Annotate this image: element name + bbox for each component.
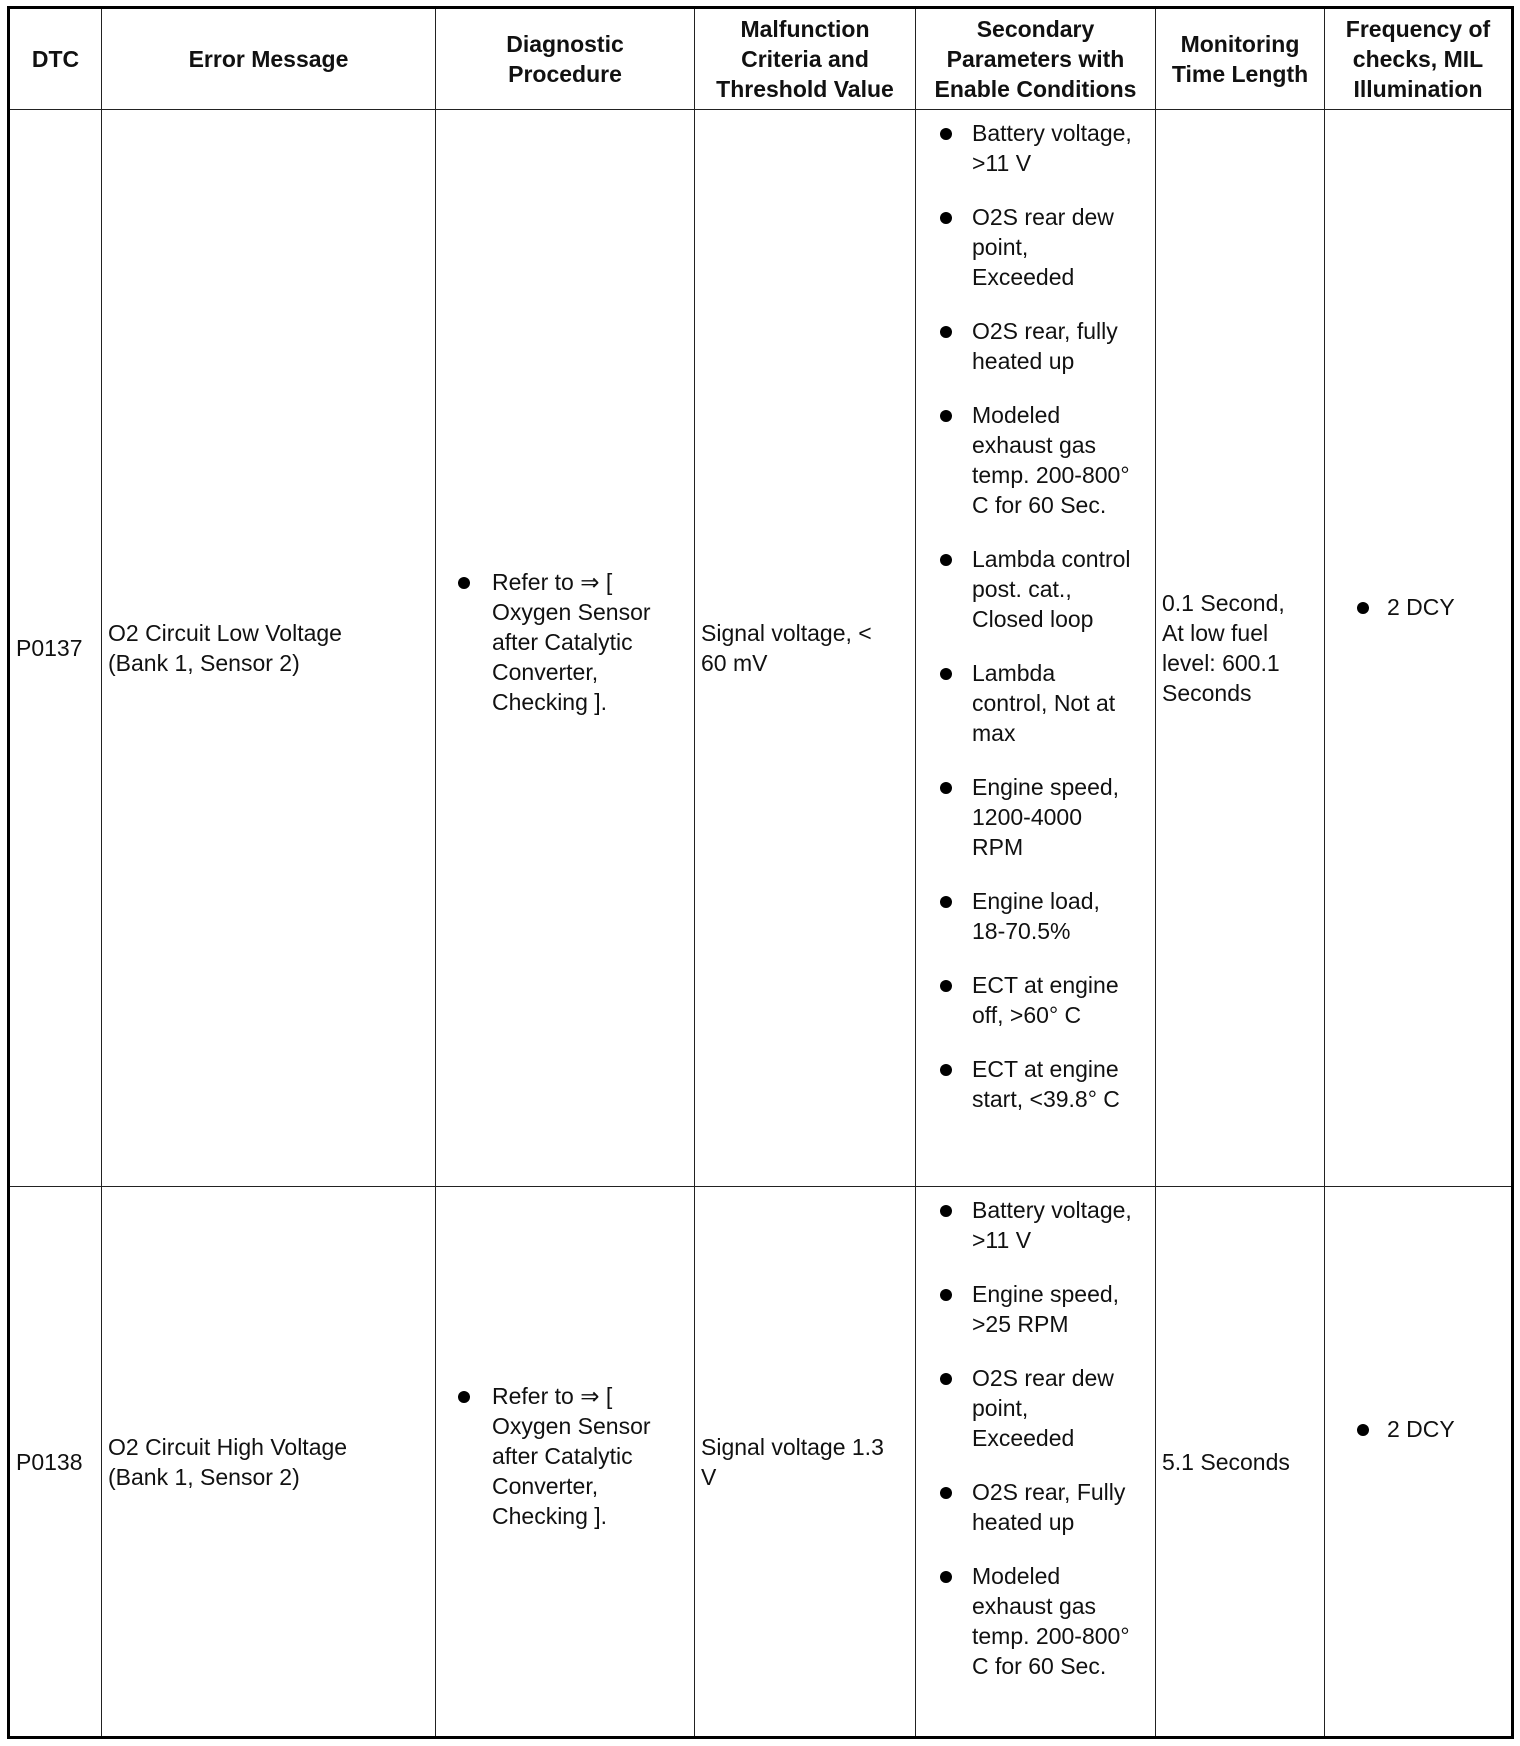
secondary-parameters-cell [916,1187,1156,1738]
dtc-table [7,6,1514,1739]
diagnostic-procedure-list [442,567,688,717]
error-message-cell: O2 Circuit Low Voltage (Bank 1, Sensor 2) [102,110,436,1187]
header-malfunction-criteria: Malfunction Criteria and Threshold Value [695,8,916,110]
secondary-parameter-item: O2S rear, Fully heated up [916,1477,1155,1537]
dtc-code-cell: P0138 [9,1187,102,1738]
error-message-cell: O2 Circuit High Voltage (Bank 1, Sensor 2) [102,1187,436,1738]
secondary-parameter-item: Engine load, 18-70.5% [916,886,1155,946]
malfunction-criteria-cell: Signal voltage 1.3 V [695,1187,916,1738]
secondary-parameter-item: Lambda control post. cat., Closed loop [916,544,1155,634]
secondary-parameter-item: Engine speed, 1200-4000 RPM [916,772,1155,862]
secondary-parameters-list [916,1195,1155,1681]
secondary-parameter-item: O2S rear, fully heated up [916,316,1155,376]
secondary-parameter-item: ECT at engine start, <39.8° C [916,1054,1155,1114]
secondary-parameters-cell [916,110,1156,1187]
monitoring-time-cell: 0.1 Second, At low fuel level: 600.1 Seconds [1156,110,1325,1187]
frequency-item: 2 DCY [1331,1414,1505,1444]
diagnostic-procedure-item: Refer to ⇒ [ Oxygen Sensor after Catalytic Converter, Checking ]. [442,1381,688,1531]
frequency-list [1331,1414,1505,1444]
frequency-item: 2 DCY [1331,592,1505,622]
header-error-message: Error Message [102,8,436,110]
header-diagnostic-procedure: Diagnostic Procedure [436,8,695,110]
header-frequency: Frequency of checks, MIL Illumination [1325,8,1513,110]
frequency-cell [1325,110,1513,1187]
header-row [9,8,1513,110]
diagnostic-procedure-list [442,1381,688,1531]
table-row [9,1187,1513,1738]
frequency-cell [1325,1187,1513,1738]
secondary-parameter-item: Battery voltage, >11 V [916,1195,1155,1255]
dtc-code-cell: P0137 [9,110,102,1187]
monitoring-time-cell: 5.1 Seconds [1156,1187,1325,1738]
malfunction-criteria-cell: Signal voltage, < 60 mV [695,110,916,1187]
secondary-parameters-list [916,118,1155,1114]
secondary-parameter-item: Engine speed, >25 RPM [916,1279,1155,1339]
table-header [9,8,1513,110]
secondary-parameter-item: Lambda control, Not at max [916,658,1155,748]
table-row [9,110,1513,1187]
secondary-parameter-item: Modeled exhaust gas temp. 200-800° C for 60 Sec. [916,1561,1155,1681]
secondary-parameter-item: Battery voltage, >11 V [916,118,1155,178]
secondary-parameter-item: ECT at engine off, >60° C [916,970,1155,1030]
secondary-parameter-item: Modeled exhaust gas temp. 200-800° C for 60 Sec. [916,400,1155,520]
header-dtc: DTC [9,8,102,110]
diagnostic-procedure-item: Refer to ⇒ [ Oxygen Sensor after Catalytic Converter, Checking ]. [442,567,688,717]
frequency-list [1331,592,1505,622]
secondary-parameter-item: O2S rear dew point, Exceeded [916,1363,1155,1453]
diagnostic-procedure-cell [436,1187,695,1738]
header-monitoring-time: Monitoring Time Length [1156,8,1325,110]
header-secondary-parameters: Secondary Parameters with Enable Conditions [916,8,1156,110]
diagnostic-procedure-cell [436,110,695,1187]
secondary-parameter-item: O2S rear dew point, Exceeded [916,202,1155,292]
